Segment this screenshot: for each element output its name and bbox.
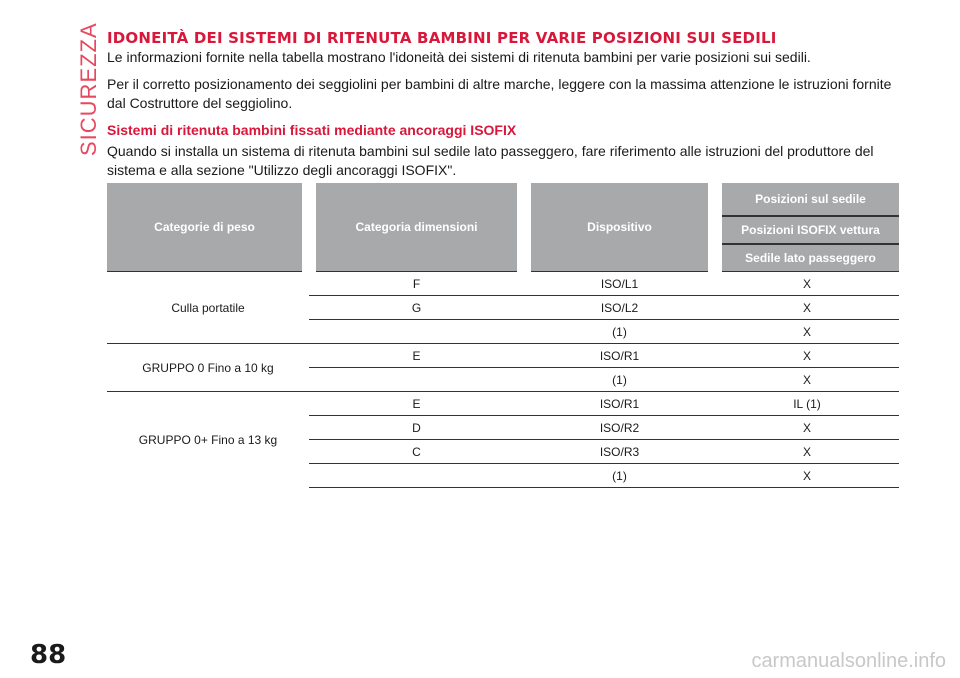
table-body — [107, 272, 899, 488]
header-device: Dispositivo — [524, 183, 715, 272]
passenger-cell: X — [715, 368, 899, 392]
passenger-cell: X — [715, 344, 899, 368]
device-cell: (1) — [524, 464, 715, 488]
size-cell — [309, 320, 524, 344]
content — [107, 28, 899, 188]
header-size: Categoria dimensioni — [309, 183, 524, 272]
intro-paragraph: Le informazioni fornite nella tabella mostrano l'idoneità dei sistemi di ritenuta bambini per varie posizioni sui sedili. — [107, 49, 811, 65]
weight-category-cell: GRUPPO 0 Fino a 10 kg — [107, 344, 309, 392]
watermark: carmanualsonline.info — [751, 650, 946, 672]
table-row — [107, 392, 899, 416]
device-cell: (1) — [524, 320, 715, 344]
header-weight: Categorie di peso — [107, 183, 309, 272]
passenger-cell: X — [715, 272, 899, 296]
section-tab — [52, 22, 101, 158]
passenger-cell: X — [715, 296, 899, 320]
size-cell: E — [309, 392, 524, 416]
note-paragraph: Per il corretto posizionamento dei seggiolini per bambini di altre marche, leggere con la massima attenzione le istruzioni fornite dal Costruttore del seggiolino. — [107, 76, 892, 111]
section-subtitle: Sistemi di ritenuta bambini fissati mediante ancoraggi ISOFIX — [107, 122, 517, 138]
header-passenger: Sedile lato passeggero — [715, 244, 899, 272]
device-cell: ISO/R3 — [524, 440, 715, 464]
passenger-cell: IL (1) — [715, 392, 899, 416]
page-number: 88 — [30, 640, 67, 670]
size-cell — [309, 464, 524, 488]
size-cell: C — [309, 440, 524, 464]
size-cell: G — [309, 296, 524, 320]
size-cell: E — [309, 344, 524, 368]
passenger-cell: X — [715, 416, 899, 440]
table-row — [107, 272, 899, 296]
isofix-paragraph: Quando si installa un sistema di ritenuta bambini sul sedile lato passeggero, fare riferimento alle istruzioni del produttore del sistema e alla sezione "Utilizzo degli ancoraggi ISOFIX". — [107, 143, 874, 178]
size-cell — [309, 368, 524, 392]
table-row — [107, 344, 899, 368]
device-cell: (1) — [524, 368, 715, 392]
size-cell: D — [309, 416, 524, 440]
header-positions: Posizioni sul sedile — [715, 183, 899, 216]
weight-category-cell: GRUPPO 0+ Fino a 13 kg — [107, 392, 309, 488]
size-cell: F — [309, 272, 524, 296]
passenger-cell: X — [715, 440, 899, 464]
page-title: IDONEITÀ DEI SISTEMI DI RITENUTA BAMBINI PER VARIE POSIZIONI SUI SEDILI — [107, 29, 777, 47]
weight-category-cell: Culla portatile — [107, 272, 309, 344]
passenger-cell: X — [715, 320, 899, 344]
isofix-table — [107, 183, 899, 488]
device-cell: ISO/R2 — [524, 416, 715, 440]
passenger-cell: X — [715, 464, 899, 488]
header-isofix: Posizioni ISOFIX vettura — [715, 216, 899, 244]
device-cell: ISO/R1 — [524, 344, 715, 368]
device-cell: ISO/R1 — [524, 392, 715, 416]
device-cell: ISO/L2 — [524, 296, 715, 320]
section-tab-label: SICUREZZA — [76, 22, 101, 156]
device-cell: ISO/L1 — [524, 272, 715, 296]
